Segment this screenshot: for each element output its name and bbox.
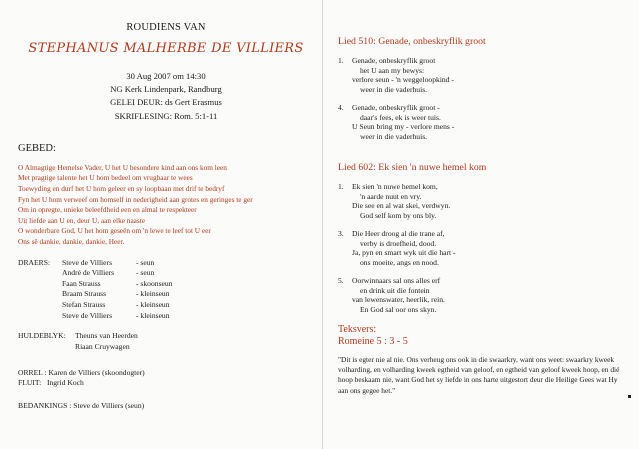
verse-number: 1. (338, 56, 344, 65)
scripture-reference: Romeine 5 : 3 - 5 (338, 336, 408, 347)
pallbearer-row (18, 311, 314, 322)
prayer-line: Toewyding en durf het U hom geleer en sy loopbaan met drif te bedryf (18, 184, 225, 193)
verse-line: Genade, onbeskryflik groot (352, 56, 436, 65)
hymn-verse (338, 276, 623, 314)
verse-line: Genade, onbeskryflik groot - (352, 103, 440, 112)
hymn-verse (338, 103, 623, 141)
verse-line: 'n aarde nuut en vry. (360, 191, 422, 201)
service-officiant: GELEI DEUR: ds Gert Erasmus (110, 97, 222, 108)
pallbearer-role: - seun (136, 268, 155, 278)
verse-line: daar's fees, ek is weer tuis. (360, 112, 441, 122)
pallbearers-label: DRAERS: (18, 257, 51, 267)
verse-number: 3. (338, 229, 344, 238)
prayer-line: Om in opregte, unieke beleefdheid een en almal te respekteer (18, 205, 197, 215)
verse-line: Ek sien 'n nuwe hemel kom, (352, 182, 438, 191)
service-venue: NG Kerk Lindenpark, Randburg (110, 84, 222, 95)
verse-line: ons moeite, angs en nood. (360, 257, 439, 267)
scripture-quote: "Dit is egter nie al nie. Ons verheug ons ook in die swaarkry, want ons weet: swaarkry kweek volharding, en volharding kweek egtheid van geloof, en egtheid van geloof kweek hoop, en dié hoop beskaam nie, want God het sy liefde in ons harte uitgestort deur die Heilige Gees wat Hy aan ons gegee het." (338, 355, 620, 395)
organist: ORREL : Karen de Villiers (skoondogter) (18, 367, 145, 377)
right-panel (338, 36, 623, 396)
pallbearer-name: Faan Strauss (62, 278, 101, 288)
verse-line: Ja, pyn en smart wyk uit die hart - (352, 248, 456, 257)
service-date: 30 Aug 2007 om 14:30 (126, 71, 206, 81)
hymn-verse (338, 56, 623, 94)
prayer-line: O Almagtige Hemelse Vader, U het U besondere kind aan ons kom leen (18, 162, 227, 172)
verse-line: van lewenswater, heerlik, rein. (352, 295, 445, 304)
pallbearer-row (18, 300, 314, 311)
pallbearer-role: - kleinseun (136, 289, 170, 299)
verse-number: 5. (338, 276, 344, 285)
prayer-line: Uit liefde aan U en, deur U, aan elke naaste (18, 215, 146, 225)
verse-number: 1. (338, 182, 344, 191)
tribute-label: HULDEBLYK: (18, 331, 66, 341)
left-panel (18, 22, 314, 411)
pallbearer-role: - kleinseun (136, 310, 170, 320)
hymn-510-title: Lied 510: Genade, onbeskryflik groot (338, 36, 486, 47)
pallbearer-name: Stefan Strauss (62, 299, 106, 309)
tribute-speaker: Theuns van Heerden (75, 331, 138, 341)
verse-line: U Seun bring my - verlore mens - (352, 122, 455, 131)
hymn-602-title: Lied 602: Ek sien 'n nuwe hemel kom (338, 162, 487, 173)
prayer-line: O wonderbare God, U het hom geseën om 'n lewe te leef tot U eer (18, 226, 211, 236)
verse-line: God self kom by ons bly. (360, 210, 437, 220)
pallbearer-role: - seun (136, 257, 155, 267)
verse-line: weer in die vaderhuis. (360, 84, 428, 94)
verse-line: verlore seun - 'n weggeloopkind - (352, 75, 454, 84)
pallbearer-row (18, 289, 314, 300)
verse-line: Oorwinnaars sal ons alles erf (352, 276, 441, 285)
acknowledgements: BEDANKINGS : Steve de Villiers (seun) (18, 400, 145, 410)
hymn-verse (338, 229, 623, 267)
pallbearer-name: Braam Strauss (62, 289, 107, 299)
flautist: FLUIT: Ingrid Koch (18, 378, 84, 388)
scripture-heading (338, 324, 623, 348)
pallbearer-row (18, 268, 314, 279)
pallbearer-name: Steve de Villiers (62, 257, 113, 267)
verse-line: Die Heer droog al die trane af, (352, 229, 445, 238)
music-section (18, 368, 314, 389)
page-fold-divider (322, 0, 323, 449)
pallbearer-role: - skoonseun (136, 278, 173, 288)
verse-line: En God sal oor ons skyn. (360, 304, 437, 314)
deceased-name: STEPHANUS MALHERBE DE VILLIERS (28, 41, 304, 56)
prayer-line: Ons sê dankie, dankie, dankie, Heer. (18, 236, 125, 246)
scripture-label: Teksvers: (338, 324, 377, 335)
tribute-section (18, 331, 314, 352)
pallbearer-role: - kleinseun (136, 299, 170, 309)
pallbearer-row (18, 279, 314, 290)
program-title: ROUDIENS VAN (126, 22, 206, 33)
verse-line: en drink uit die fontein (360, 285, 430, 295)
prayer-text (18, 163, 314, 248)
verse-line: verby is droefheid, dood. (360, 238, 437, 248)
gebed-heading: GEBED: (18, 142, 56, 154)
pallbearer-name: André de Villiers (62, 268, 115, 278)
prayer-line: Met pragtige talente het U hom bedeel om vrugbaar te wees (18, 173, 193, 183)
pallbearer-name: Steve de Villiers (62, 310, 113, 320)
verse-number: 4. (338, 103, 344, 112)
service-info (18, 70, 314, 123)
hymn-verse (338, 182, 623, 220)
pallbearers-list (18, 258, 314, 322)
verse-line: Die see en al wat skei, verdwyn. (352, 201, 451, 210)
verse-line: weer in die vaderhuis. (360, 131, 428, 141)
verse-line: het U aan my bewys: (360, 65, 425, 75)
print-mark (628, 395, 631, 398)
pallbearer-row (18, 258, 314, 269)
service-reading: SKRIFLESING: Rom. 5:1-11 (114, 110, 218, 121)
tribute-speaker: Riaan Cruywagen (75, 341, 130, 351)
prayer-line: Fyn het U hom verweef om homself in nederigheid aan grotes en geringes te ger (18, 194, 253, 204)
